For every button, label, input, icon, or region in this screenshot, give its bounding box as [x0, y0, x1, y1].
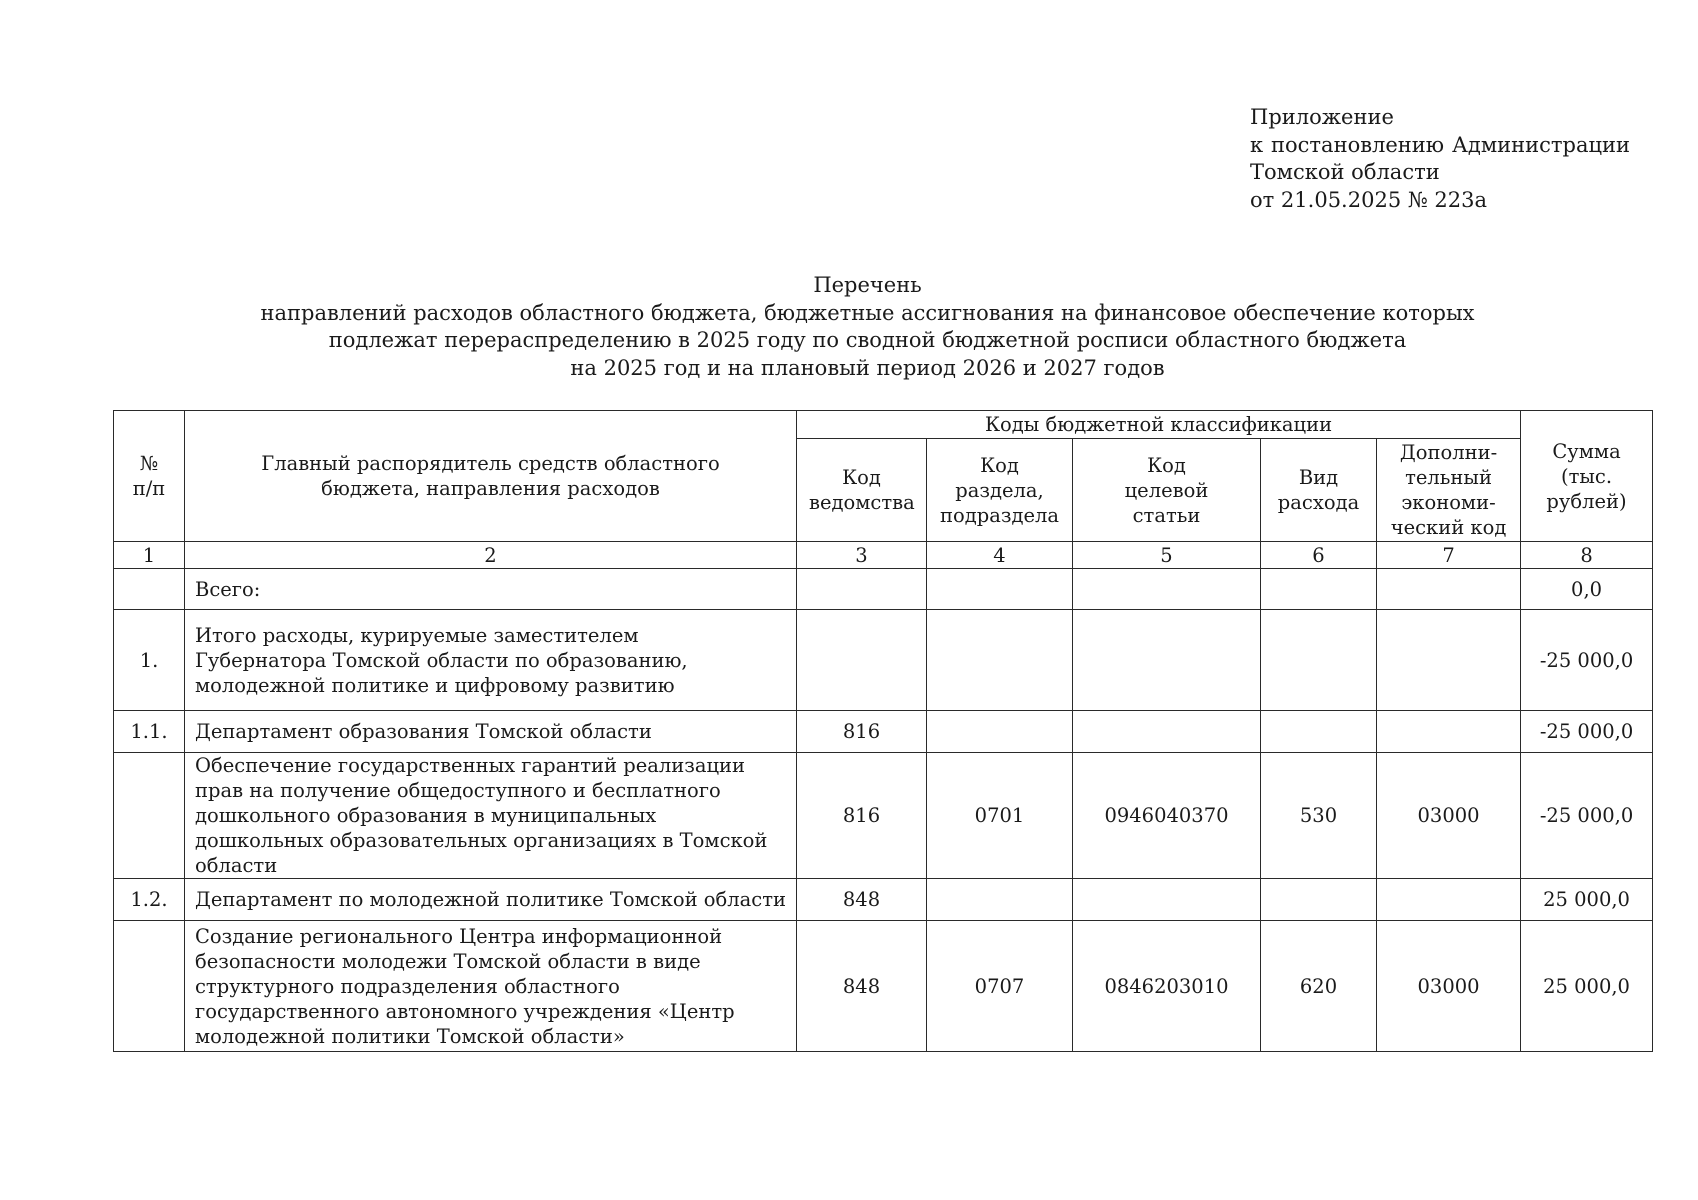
row-name: Департамент по молодежной политике Томской области — [185, 879, 797, 921]
col-number: 7 — [1377, 542, 1521, 569]
row-extra — [1377, 569, 1521, 610]
row-section — [927, 879, 1073, 921]
row-name: Итого расходы, курируемые заместителем Губернатора Томской области по образованию, молодежной политике и цифровому развитию — [185, 610, 797, 711]
appendix-line-1: Приложение — [1250, 105, 1394, 129]
row-dept: 816 — [797, 711, 927, 753]
row-extra — [1377, 711, 1521, 753]
row-target — [1073, 569, 1261, 610]
appendix-line-4: от 21.05.2025 № 223а — [1250, 187, 1487, 212]
row-target: 0946040370 — [1073, 753, 1261, 879]
budget-table — [113, 410, 1653, 1052]
header-extra-code: Дополни-тельный экономи-ческий код — [1377, 439, 1521, 542]
appendix-word-k: к — [1250, 132, 1264, 157]
column-numbers-row — [114, 542, 1653, 569]
row-extra — [1377, 879, 1521, 921]
table-row — [114, 879, 1653, 921]
row-num: 1.2. — [114, 879, 185, 921]
row-target — [1073, 610, 1261, 711]
row-name: Создание регионального Центра информационной безопасности молодежи Томской области в виде структурного подразделения областного государственного автономного учреждения «Центр молодежной политики Томской области» — [185, 921, 797, 1052]
row-num — [114, 569, 185, 610]
row-extra: 03000 — [1377, 921, 1521, 1052]
col-number: 5 — [1073, 542, 1261, 569]
row-section: 0707 — [927, 921, 1073, 1052]
col-number: 4 — [927, 542, 1073, 569]
row-dept: 848 — [797, 879, 927, 921]
row-type — [1261, 569, 1377, 610]
row-sum: 0,0 — [1521, 569, 1653, 610]
row-section: 0701 — [927, 753, 1073, 879]
header-num: № п/п — [114, 411, 185, 542]
header-expense-type: Вид расхода — [1261, 439, 1377, 542]
title-line-3: подлежат перераспределению в 2025 году по сводной бюджетной росписи областного бюджета — [328, 328, 1407, 352]
col-number: 3 — [797, 542, 927, 569]
row-dept — [797, 569, 927, 610]
row-type — [1261, 879, 1377, 921]
row-target — [1073, 711, 1261, 753]
row-type: 530 — [1261, 753, 1377, 879]
row-name: Всего: — [185, 569, 797, 610]
row-name: Обеспечение государственных гарантий реализации прав на получение общедоступного и бесплатного дошкольного образования в муниципальных дошкольных образовательных организациях в Томской области — [185, 753, 797, 879]
row-dept: 848 — [797, 921, 927, 1052]
row-section — [927, 711, 1073, 753]
col-number: 6 — [1261, 542, 1377, 569]
row-extra: 03000 — [1377, 753, 1521, 879]
row-section — [927, 610, 1073, 711]
row-num — [114, 921, 185, 1052]
header-section-code: Код раздела, подраздела — [927, 439, 1073, 542]
row-num: 1.1. — [114, 711, 185, 753]
table-row — [114, 711, 1653, 753]
appendix-word-administration: Администрации — [1451, 132, 1630, 157]
col-number: 2 — [185, 542, 797, 569]
row-name: Департамент образования Томской области — [185, 711, 797, 753]
appendix-line-2 — [1250, 132, 1630, 160]
row-type — [1261, 711, 1377, 753]
document-title — [0, 272, 1698, 382]
appendix-block — [1250, 104, 1630, 214]
row-section — [927, 569, 1073, 610]
row-dept: 816 — [797, 753, 927, 879]
row-dept — [797, 610, 927, 711]
table-row — [114, 610, 1653, 711]
table-row — [114, 569, 1653, 610]
col-number: 1 — [114, 542, 185, 569]
header-codes-group: Коды бюджетной классификации — [797, 411, 1521, 439]
row-sum: -25 000,0 — [1521, 711, 1653, 753]
row-type — [1261, 610, 1377, 711]
row-sum: 25 000,0 — [1521, 921, 1653, 1052]
col-number: 8 — [1521, 542, 1653, 569]
appendix-line-3: Томской области — [1250, 160, 1440, 184]
header-name: Главный распорядитель средств областного бюджета, направления расходов — [185, 411, 797, 542]
row-num: 1. — [114, 610, 185, 711]
row-sum: -25 000,0 — [1521, 610, 1653, 711]
title-line-2: направлений расходов областного бюджета, бюджетные ассигнования на финансовое обеспечение которых — [260, 300, 1475, 325]
header-dept-code: Код ведомства — [797, 439, 927, 542]
row-sum: 25 000,0 — [1521, 879, 1653, 921]
row-type: 620 — [1261, 921, 1377, 1052]
row-extra — [1377, 610, 1521, 711]
row-target — [1073, 879, 1261, 921]
row-target: 0846203010 — [1073, 921, 1261, 1052]
row-num — [114, 753, 185, 879]
table-row — [114, 753, 1653, 879]
title-line-1: Перечень — [813, 273, 922, 297]
header-target-code: Код целевой статьи — [1073, 439, 1261, 542]
row-sum: -25 000,0 — [1521, 753, 1653, 879]
appendix-word-resolution: постановлению — [1271, 132, 1445, 157]
title-line-4: на 2025 год и на плановый период 2026 и 2027 годов — [570, 355, 1165, 380]
table-row — [114, 921, 1653, 1052]
header-sum: Сумма (тыс. рублей) — [1521, 411, 1653, 542]
